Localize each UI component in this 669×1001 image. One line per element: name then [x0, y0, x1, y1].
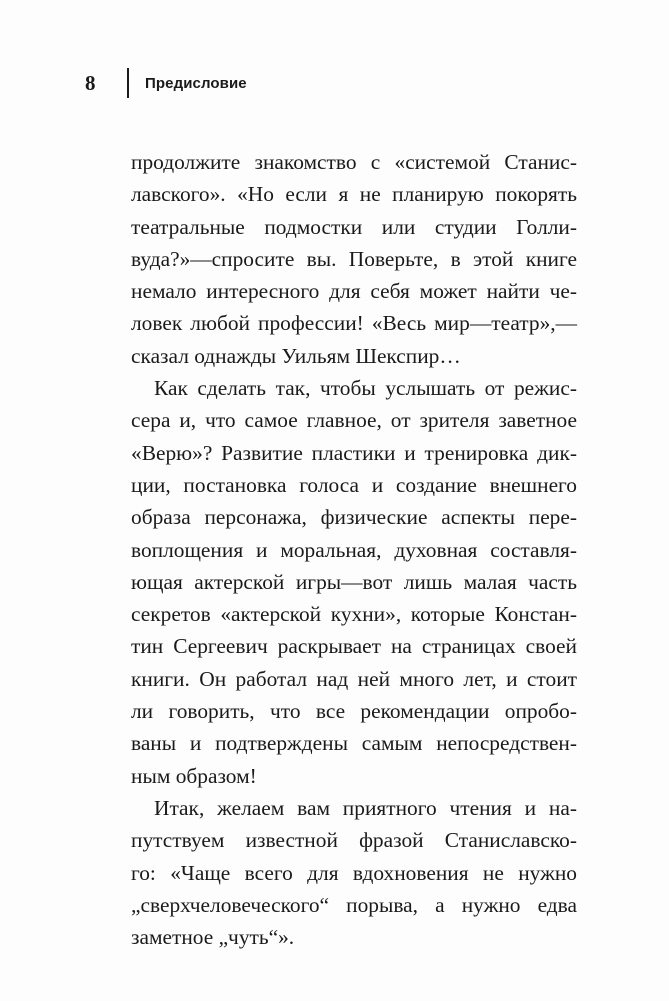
text-line: заметное „чуть“». [131, 925, 295, 950]
text-line: ции, постановка голоса и создание внешнего [131, 472, 577, 497]
text-line: образа персонажа, физические аспекты пере- [131, 505, 577, 530]
text-line: сера и, что самое главное, от зрителя заветное [131, 408, 577, 433]
text-line: немало интересного для себя может найти че- [131, 279, 577, 304]
text-line: «Верю»? Развитие пластики и тренировка дик- [131, 440, 577, 465]
text-line: Итак, желаем вам приятного чтения и на- [154, 795, 577, 820]
text-line: путствуем известной фразой Станиславско- [131, 828, 577, 853]
header-divider [127, 68, 129, 98]
text-line: го: «Чаще всего для вдохновения не нужно [131, 860, 577, 885]
text-line: лавского». «Но если я не планирую покорять [131, 182, 577, 207]
text-line: вуда?»—спросите вы. Поверьте, в этой книге [131, 246, 577, 271]
text-line: Как сделать так, чтобы услышать от режис- [154, 376, 577, 401]
text-line: ющая актерской игры—вот лишь малая часть [131, 569, 577, 594]
paragraph-2 [131, 372, 577, 792]
text-line: театральные подмостки или студии Голли- [131, 214, 577, 239]
paragraph-3 [131, 792, 577, 953]
text-line: „сверхчеловеческого“ порыва, а нужно едва [131, 892, 577, 917]
text-line: ловек любой профессии! «Весь мир—театр»,— [131, 311, 577, 336]
text-line: сказал однажды Уильям Шекспир… [131, 343, 461, 368]
text-line: секретов «актерской кухни», которые Констан- [131, 602, 577, 627]
body-text [131, 146, 577, 953]
page-number: 8 [85, 70, 96, 95]
text-line: тин Сергеевич раскрывает на страницах своей [131, 634, 577, 659]
text-line: книги. Он работал над ней много лет, и стоит [131, 666, 577, 691]
paragraph-1 [131, 146, 577, 372]
text-line: ли говорить, что все рекомендации опробо- [131, 699, 577, 724]
text-line: ваны и подтверждены самым непосредствен- [131, 731, 577, 756]
text-line: продолжите знакомство с «системой Станис- [131, 150, 577, 174]
text-line: ным образом! [131, 763, 257, 788]
text-line: воплощения и моральная, духовная составля- [131, 537, 577, 562]
section-title: Предисловие [145, 74, 247, 92]
running-head [85, 66, 247, 100]
